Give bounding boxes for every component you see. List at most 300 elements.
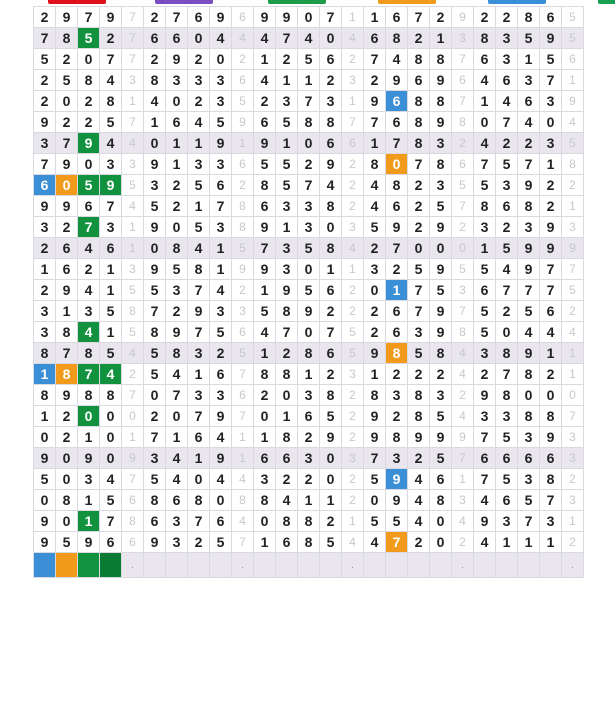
grid-cell: 4 <box>78 238 100 259</box>
grid-cell: 0 <box>540 112 562 133</box>
grid-cell: 0 <box>166 91 188 112</box>
grid-cell: 0 <box>100 427 122 448</box>
grid-cell: 1 <box>298 364 320 385</box>
grid-cell: 5 <box>364 511 386 532</box>
grid-footer <box>34 553 584 578</box>
grid-row <box>34 154 584 175</box>
top-bar-segment <box>268 0 326 4</box>
grid-cell: 8 <box>364 154 386 175</box>
grid-cell: 3 <box>276 259 298 280</box>
grid-cell: 5 <box>408 259 430 280</box>
grid-cell: 8 <box>496 343 518 364</box>
grid-cell: 1 <box>254 532 276 553</box>
grid-cell: 4 <box>254 322 276 343</box>
grid-cell: 1 <box>540 343 562 364</box>
grid-cell: 2 <box>364 301 386 322</box>
grid-cell: 5 <box>496 154 518 175</box>
grid-cell: 8 <box>276 364 298 385</box>
grid-cell: 9 <box>254 217 276 238</box>
grid-row <box>34 133 584 154</box>
grid-cell: 7 <box>540 70 562 91</box>
grid-cell: 5 <box>474 259 496 280</box>
grid-cell: 9 <box>34 532 56 553</box>
grid-cell: 6 <box>518 448 540 469</box>
grid-cell: 0 <box>298 259 320 280</box>
grid-cell: 4 <box>562 112 584 133</box>
grid-cell: 9 <box>144 259 166 280</box>
grid-cell: 6 <box>540 448 562 469</box>
footer-cell <box>298 553 320 578</box>
grid-cell: 3 <box>210 217 232 238</box>
grid-cell: 3 <box>276 238 298 259</box>
grid-cell: 2 <box>34 280 56 301</box>
footer-cell <box>34 553 56 578</box>
grid-cell: 5 <box>452 259 474 280</box>
grid-cell: 7 <box>364 448 386 469</box>
grid-cell: 8 <box>232 217 254 238</box>
grid-cell: 2 <box>144 406 166 427</box>
grid-cell: 2 <box>210 343 232 364</box>
grid-cell: 4 <box>474 490 496 511</box>
grid-cell: 5 <box>144 469 166 490</box>
grid-cell: 0 <box>210 490 232 511</box>
grid-cell: 9 <box>78 448 100 469</box>
grid-cell: 0 <box>298 7 320 28</box>
grid-cell: 8 <box>144 490 166 511</box>
grid-cell: 7 <box>320 7 342 28</box>
grid-cell: 7 <box>122 49 144 70</box>
grid-cell: 2 <box>452 133 474 154</box>
grid-cell: 4 <box>210 28 232 49</box>
grid-cell: 0 <box>408 238 430 259</box>
grid-cell: 8 <box>254 364 276 385</box>
grid-cell: 5 <box>144 364 166 385</box>
grid-cell: 1 <box>320 259 342 280</box>
grid-cell: 2 <box>122 364 144 385</box>
grid-cell: 6 <box>276 448 298 469</box>
footer-cell <box>386 553 408 578</box>
grid-cell: 3 <box>342 70 364 91</box>
grid-cell: 5 <box>298 49 320 70</box>
grid-cell: 6 <box>210 175 232 196</box>
grid-cell: 7 <box>232 364 254 385</box>
grid-cell: 8 <box>430 49 452 70</box>
grid-cell: 3 <box>474 343 496 364</box>
grid-cell: 3 <box>232 301 254 322</box>
grid-row <box>34 7 584 28</box>
grid-cell: 0 <box>430 511 452 532</box>
grid-cell: 4 <box>188 112 210 133</box>
grid-cell: 8 <box>496 385 518 406</box>
grid-cell: 4 <box>474 133 496 154</box>
grid-cell: 0 <box>452 238 474 259</box>
grid-cell: 0 <box>166 406 188 427</box>
grid-cell: 9 <box>408 427 430 448</box>
grid-cell: 4 <box>452 511 474 532</box>
grid-cell: 8 <box>408 385 430 406</box>
highlighted-cell: 0 <box>78 406 100 427</box>
grid-cell: 9 <box>298 301 320 322</box>
grid-row <box>34 217 584 238</box>
grid-cell: 2 <box>452 217 474 238</box>
grid-cell: 3 <box>276 196 298 217</box>
grid-cell: 6 <box>100 532 122 553</box>
grid-cell: 4 <box>540 322 562 343</box>
grid-cell: 1 <box>188 133 210 154</box>
grid-cell: 9 <box>364 427 386 448</box>
top-bar-segment <box>598 0 615 4</box>
grid-cell: 0 <box>144 133 166 154</box>
grid-cell: 0 <box>56 469 78 490</box>
grid-cell: 1 <box>540 154 562 175</box>
grid-cell: 3 <box>166 280 188 301</box>
grid-cell: 3 <box>298 448 320 469</box>
grid-cell: 6 <box>144 28 166 49</box>
grid-cell: 4 <box>254 70 276 91</box>
grid-cell: 2 <box>364 238 386 259</box>
grid-cell: 9 <box>56 385 78 406</box>
grid-cell: 1 <box>430 28 452 49</box>
footer-cell: . <box>122 553 144 578</box>
footer-cell <box>364 553 386 578</box>
grid-cell: 6 <box>188 427 210 448</box>
grid-cell: 4 <box>232 469 254 490</box>
grid-cell: 0 <box>166 217 188 238</box>
grid-cell: 5 <box>144 196 166 217</box>
grid-cell: 2 <box>408 532 430 553</box>
grid-cell: 2 <box>144 7 166 28</box>
grid-cell: 5 <box>474 322 496 343</box>
grid-cell: 0 <box>210 49 232 70</box>
grid-cell: 8 <box>254 175 276 196</box>
grid-cell: 1 <box>298 490 320 511</box>
grid-cell: 8 <box>166 343 188 364</box>
grid-cell: 8 <box>34 385 56 406</box>
highlighted-cell: 8 <box>386 343 408 364</box>
grid-cell: 2 <box>56 112 78 133</box>
grid-cell: 0 <box>364 490 386 511</box>
grid-cell: 7 <box>298 91 320 112</box>
grid-cell: 2 <box>298 427 320 448</box>
grid-cell: 3 <box>188 70 210 91</box>
grid-cell: 4 <box>408 469 430 490</box>
grid-cell: 9 <box>188 301 210 322</box>
grid-cell: 9 <box>56 154 78 175</box>
grid-cell: 9 <box>254 7 276 28</box>
footer-cell <box>144 553 166 578</box>
grid-cell: 6 <box>474 448 496 469</box>
grid-cell: 8 <box>430 91 452 112</box>
grid-cell: 4 <box>364 532 386 553</box>
grid-cell: 7 <box>122 112 144 133</box>
grid-cell: 0 <box>320 448 342 469</box>
grid-cell: 8 <box>254 490 276 511</box>
grid-cell: 7 <box>386 238 408 259</box>
grid-cell: 7 <box>144 301 166 322</box>
grid-cell: 0 <box>144 238 166 259</box>
grid-cell: 2 <box>34 70 56 91</box>
grid-cell: 3 <box>298 217 320 238</box>
footer-cell <box>474 553 496 578</box>
grid-cell: 7 <box>298 175 320 196</box>
grid-cell: 1 <box>562 196 584 217</box>
grid-cell: 5 <box>254 154 276 175</box>
grid-cell: 7 <box>452 91 474 112</box>
grid-cell: 8 <box>56 28 78 49</box>
grid-cell: 5 <box>56 70 78 91</box>
grid-cell: 3 <box>210 385 232 406</box>
grid-cell: 9 <box>540 238 562 259</box>
grid-cell: 3 <box>188 343 210 364</box>
footer-cell: . <box>342 553 364 578</box>
grid-cell: 5 <box>276 154 298 175</box>
grid-cell: 7 <box>188 280 210 301</box>
grid-cell: 6 <box>254 448 276 469</box>
grid-cell: 8 <box>78 343 100 364</box>
grid-cell: 4 <box>144 91 166 112</box>
grid-cell: 4 <box>320 175 342 196</box>
grid-cell: 9 <box>254 133 276 154</box>
highlighted-cell: 7 <box>386 532 408 553</box>
grid-cell: 5 <box>562 280 584 301</box>
grid-cell: 1 <box>254 280 276 301</box>
grid-cell: 8 <box>386 175 408 196</box>
grid-cell: 7 <box>100 511 122 532</box>
grid-row <box>34 175 584 196</box>
grid-cell: 5 <box>276 112 298 133</box>
grid-cell: 9 <box>276 7 298 28</box>
grid-cell: 7 <box>122 469 144 490</box>
grid-cell: 8 <box>562 154 584 175</box>
grid-cell: 2 <box>254 385 276 406</box>
grid-cell: 3 <box>166 511 188 532</box>
grid-cell: 2 <box>474 364 496 385</box>
grid-cell: 9 <box>518 238 540 259</box>
grid-row <box>34 238 584 259</box>
grid-cell: 3 <box>496 49 518 70</box>
grid-cell: 1 <box>166 427 188 448</box>
grid-cell: 4 <box>166 448 188 469</box>
grid-cell: 1 <box>320 490 342 511</box>
grid-cell: 4 <box>100 70 122 91</box>
grid-cell: 3 <box>100 217 122 238</box>
highlighted-cell: 1 <box>78 511 100 532</box>
grid-row <box>34 469 584 490</box>
grid-cell: 1 <box>562 511 584 532</box>
footer-cell <box>100 553 122 578</box>
grid-cell: 1 <box>78 490 100 511</box>
grid-cell: 1 <box>298 70 320 91</box>
grid-cell: 7 <box>452 196 474 217</box>
grid-cell: 5 <box>166 259 188 280</box>
grid-cell: 1 <box>342 259 364 280</box>
grid-cell: 7 <box>452 49 474 70</box>
grid-cell: 3 <box>452 280 474 301</box>
grid-cell: 5 <box>100 301 122 322</box>
grid-cell: 8 <box>232 196 254 217</box>
grid-cell: 7 <box>562 259 584 280</box>
grid-cell: 4 <box>188 238 210 259</box>
grid-cell: 3 <box>34 301 56 322</box>
grid-cell: 2 <box>56 217 78 238</box>
grid-cell: 2 <box>452 385 474 406</box>
grid-cell: 3 <box>188 385 210 406</box>
grid-cell: 1 <box>188 196 210 217</box>
highlighted-cell: 1 <box>386 280 408 301</box>
grid-cell: 4 <box>232 511 254 532</box>
grid-cell: 9 <box>232 112 254 133</box>
grid-cell: 9 <box>210 448 232 469</box>
grid-cell: 3 <box>496 28 518 49</box>
grid-cell: 3 <box>430 133 452 154</box>
grid-cell: 8 <box>430 490 452 511</box>
grid-cell: 9 <box>430 427 452 448</box>
grid-cell: 4 <box>452 343 474 364</box>
grid-cell: 9 <box>144 154 166 175</box>
grid-cell: 2 <box>562 469 584 490</box>
grid-cell: 3 <box>144 448 166 469</box>
grid-cell: 3 <box>540 511 562 532</box>
grid-cell: 5 <box>518 490 540 511</box>
highlighted-cell: 7 <box>78 364 100 385</box>
grid-cell: 2 <box>408 28 430 49</box>
grid-cell: 2 <box>188 532 210 553</box>
grid-cell: 8 <box>518 364 540 385</box>
grid-cell: 2 <box>430 364 452 385</box>
grid-cell: 7 <box>496 112 518 133</box>
grid-cell: 1 <box>452 469 474 490</box>
grid-cell: 4 <box>166 469 188 490</box>
grid-cell: 7 <box>496 364 518 385</box>
grid-cell: 4 <box>100 469 122 490</box>
grid-cell: 6 <box>232 322 254 343</box>
grid-cell: 2 <box>342 154 364 175</box>
grid-cell: 6 <box>474 49 496 70</box>
grid-row <box>34 28 584 49</box>
grid-cell: 3 <box>122 70 144 91</box>
grid-cell: 2 <box>166 301 188 322</box>
grid-cell: 9 <box>144 532 166 553</box>
grid-cell: 4 <box>386 49 408 70</box>
grid-row <box>34 364 584 385</box>
grid-cell: 4 <box>166 364 188 385</box>
grid-cell: 8 <box>56 322 78 343</box>
grid-cell: 1 <box>188 364 210 385</box>
grid-cell: 5 <box>254 301 276 322</box>
grid-cell: 1 <box>496 532 518 553</box>
grid-cell: 3 <box>34 133 56 154</box>
grid-cell: 1 <box>562 70 584 91</box>
grid-cell: 4 <box>122 133 144 154</box>
grid-cell: 8 <box>34 343 56 364</box>
grid-cell: 0 <box>540 385 562 406</box>
grid-cell: 2 <box>100 28 122 49</box>
grid-cell: 3 <box>210 154 232 175</box>
grid-row <box>34 490 584 511</box>
grid-cell: 1 <box>122 238 144 259</box>
grid-cell: 2 <box>518 133 540 154</box>
grid-cell: 6 <box>166 112 188 133</box>
grid-cell: 6 <box>496 196 518 217</box>
grid-cell: 2 <box>386 406 408 427</box>
grid-cell: 3 <box>386 385 408 406</box>
grid-cell: 7 <box>474 154 496 175</box>
top-bar-segment <box>378 0 436 4</box>
grid-cell: 9 <box>100 7 122 28</box>
grid-cell: 5 <box>562 133 584 154</box>
grid-cell: 2 <box>276 49 298 70</box>
grid-cell: 8 <box>320 112 342 133</box>
grid-cell: 1 <box>364 364 386 385</box>
grid-cell: 3 <box>210 301 232 322</box>
grid-cell: 4 <box>342 28 364 49</box>
grid-cell: 3 <box>540 133 562 154</box>
grid-cell: 8 <box>144 322 166 343</box>
grid-cell: 1 <box>100 259 122 280</box>
highlighted-cell: 7 <box>78 217 100 238</box>
grid-cell: 2 <box>408 364 430 385</box>
top-bar-segment <box>48 0 106 4</box>
grid-cell: 9 <box>452 7 474 28</box>
grid-cell: 3 <box>144 175 166 196</box>
grid-cell: 8 <box>232 490 254 511</box>
grid-cell: 2 <box>320 511 342 532</box>
grid-cell: 3 <box>496 175 518 196</box>
grid-cell: 3 <box>122 259 144 280</box>
grid-row <box>34 427 584 448</box>
grid-cell: 5 <box>562 28 584 49</box>
grid-cell: 4 <box>232 28 254 49</box>
grid-cell: 3 <box>254 469 276 490</box>
grid-cell: 5 <box>34 469 56 490</box>
grid-cell: 8 <box>518 196 540 217</box>
grid-cell: 8 <box>298 532 320 553</box>
grid-cell: 4 <box>254 28 276 49</box>
grid-cell: 8 <box>408 406 430 427</box>
grid-cell: 1 <box>232 133 254 154</box>
grid-cell: 1 <box>232 427 254 448</box>
grid-cell: 4 <box>452 364 474 385</box>
grid-cell: 2 <box>342 385 364 406</box>
grid-cell: 8 <box>320 385 342 406</box>
grid-cell: 1 <box>342 91 364 112</box>
grid-cell: 2 <box>188 91 210 112</box>
grid-cell: 5 <box>210 112 232 133</box>
grid-cell: 7 <box>474 427 496 448</box>
grid-cell: 8 <box>188 490 210 511</box>
grid-cell: 0 <box>364 280 386 301</box>
grid-cell: 9 <box>386 490 408 511</box>
grid-cell: 4 <box>122 343 144 364</box>
grid-cell: 6 <box>276 532 298 553</box>
grid-cell: 3 <box>298 385 320 406</box>
grid-cell: 7 <box>210 196 232 217</box>
grid-cell: 2 <box>298 469 320 490</box>
highlighted-cell: 0 <box>56 175 78 196</box>
grid-cell: 4 <box>276 490 298 511</box>
highlighted-cell: 0 <box>386 154 408 175</box>
grid-row <box>34 406 584 427</box>
grid-cell: 2 <box>386 259 408 280</box>
grid-cell: 1 <box>342 7 364 28</box>
grid-cell: 2 <box>496 133 518 154</box>
grid-cell: 2 <box>276 343 298 364</box>
grid-cell: 9 <box>386 70 408 91</box>
grid-cell: 2 <box>430 7 452 28</box>
grid-cell: 8 <box>386 28 408 49</box>
grid-cell: 7 <box>232 406 254 427</box>
grid-cell: 5 <box>276 175 298 196</box>
